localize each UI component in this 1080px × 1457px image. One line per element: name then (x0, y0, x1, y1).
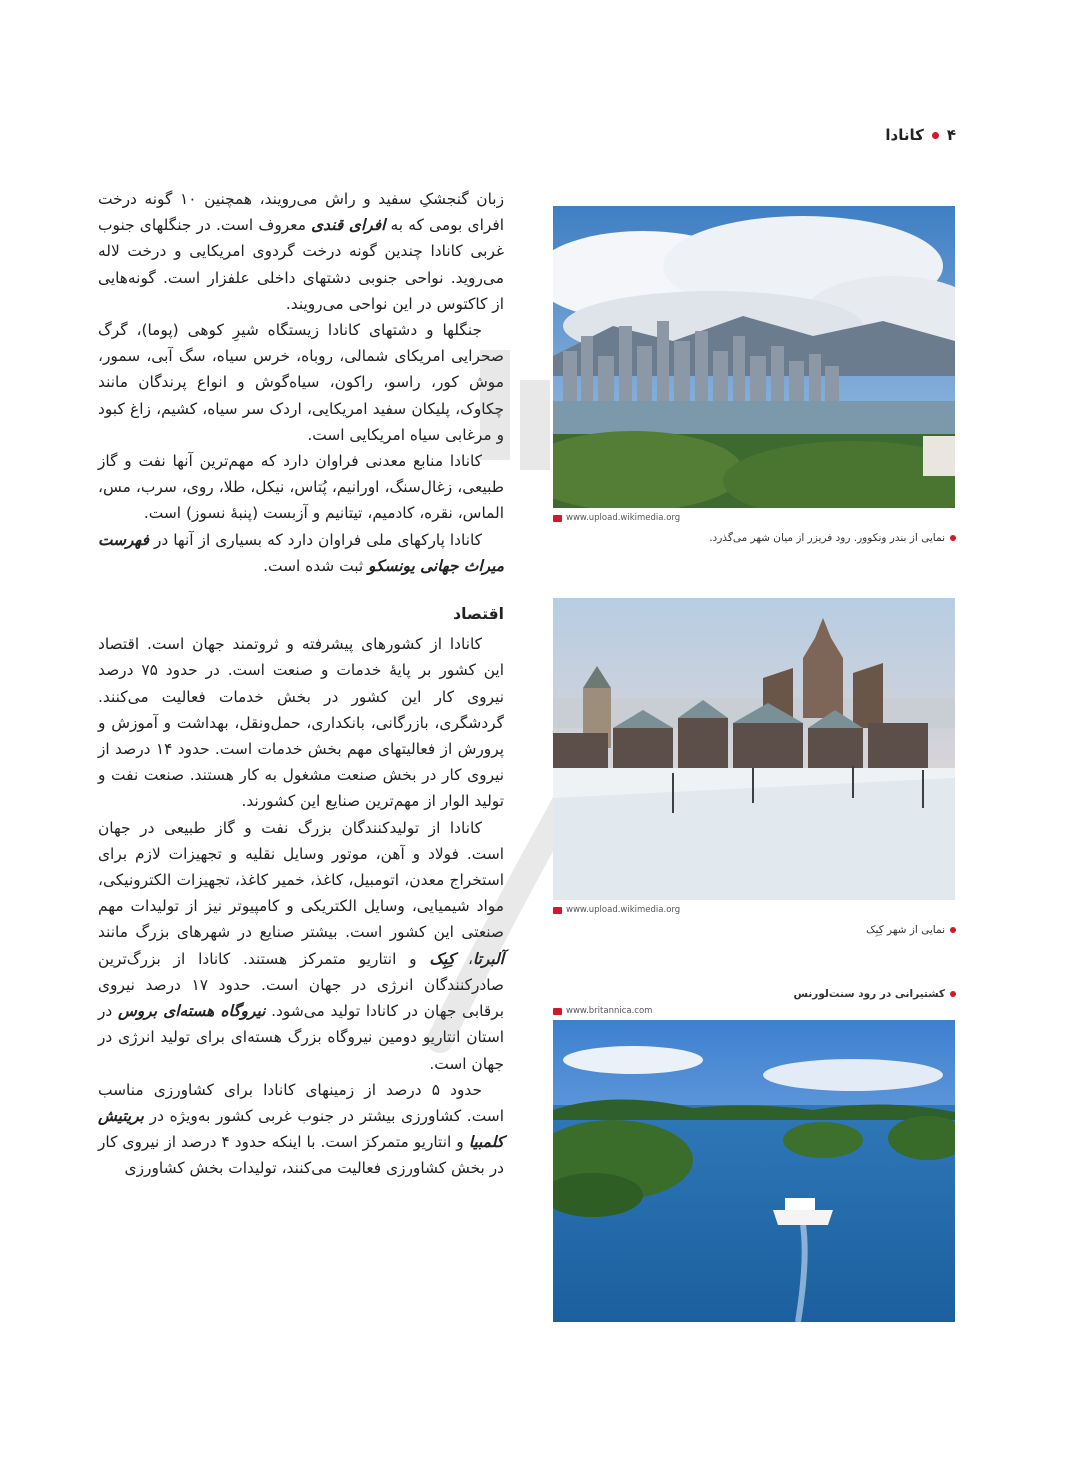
caption-bullet-icon (950, 927, 956, 933)
caption-quebec-text: نمایی از شهر کِبِک (866, 924, 945, 936)
parks-text-a: کانادا پارکهای ملی فراوان دارد که بسیاری از آنها در (153, 530, 482, 549)
econ3-text-b: و انتاریو متمرکز است. با اینکه حدود ۴ درصد از نیروی کار در بخش کشاورزی فعالیت می‌کنند، تولیدات بخش کشاورزی (98, 1133, 504, 1178)
caption-bullet-icon (950, 991, 956, 997)
econ2-text-a: کانادا از تولیدکنندگان بزرگ نفت و گاز طبیعی در جهان است. فولاد و آهن، موتور وسایل نقلیه و تجهیزات لازم برای استخراج معدن، اتومبیل، کاغذ، خمیر کاغذ، تجهیزات الکترونیکی، مواد شیمیایی، وسایل الکتریکی و کامپیوتر نیز از تولیدات مهم صنعتی این کشور است. بیشتر صنایع در شهرهای بزرگ مانند (98, 818, 504, 942)
flora-text-b: معروف است. در جنگلهای جنوب غربی کانادا چندین گونه درخت گردوی امریکایی و درخت لاله می‌روید. نواحی جنوبی دشتهای داخلی علفزار است. گونه‌هایی از کاکتوس در این نواحی می‌رویند. (98, 216, 504, 313)
credit-vancouver-text: www.upload.wikimedia.org (566, 513, 681, 523)
paragraph-economy-3 (98, 1077, 504, 1182)
credit-vancouver (553, 513, 680, 523)
flora-text-a: زبان گنجشکِ سفید و راش می‌رویند، همچنین ۱۰ گونه درخت افرای بومی که به (98, 190, 505, 235)
term-quebec: کِبِک (429, 949, 456, 968)
chapter-title: کانادا (885, 126, 924, 144)
term-british-columbia: بریتیش کلمبیا (98, 1106, 504, 1152)
paragraph-economy-2: کانادا از تولیدکنندگان بزرگ نفت و گاز طبیعی در جهان است. فولاد و آهن، موتور وسایل نقلیه و تجهیزات لازم برای استخراج معدن، اتومبیل، کاغذ، خمیر کاغذ، تجهیزات الکترونیکی، مواد شیمیایی، وسایل الکتریکی و کامپیوتر نیز از تولیدات مهم صنعتی این کشور است. بیشتر صنایع در شهرهای بزرگ مانند آلبرتا، کِبِک و انتاریو متمرکز هستند. کانادا از بزرگ‌ترین صادرکنندگان انرژی در جهان است. حدود ۱۷ درصد نیروی برقابی جهان در کانادا تولید می‌شود. نیروگاه هسته‌ای بروس در استان انتاریو دومین نیروگاه بزرگ هسته‌ای برای تولید انرژی در جهان است. (98, 818, 504, 1073)
credit-quebec (553, 905, 680, 915)
paragraph-parks (98, 527, 504, 579)
section-heading-economy: اقتصاد (453, 605, 504, 624)
paragraph-economy-1: کانادا از کشورهای پیشرفته و ثروتمند جهان است. اقتصاد این کشور بر پایهٔ خدمات و صنعت است. در حدود ۷۵ درصد نیروی کار این کشور در بخش خدمات فعالیت می‌کنند. گردشگری، بازرگانی، بانکداری، حمل‌ونقل، بهداشت و آموزش و پرورش از فعالیتهای مهم بخش خدمات است. حدود ۱۴ درصد از نیروی کار در بخش صنعت مشغول به کار هستند. صنعت نفت و تولید الوار از مهم‌ترین صنایع این کشورند. (98, 635, 504, 811)
paragraph-flora (98, 186, 504, 317)
credit-st-lawrence (553, 1006, 652, 1016)
credit-st-lawrence-text: www.britannica.com (566, 1006, 653, 1016)
caption-quebec (866, 924, 956, 936)
term-alberta: آلبرتا (472, 949, 504, 968)
camera-icon (553, 1008, 562, 1015)
term-unesco: فهرست میراث جهانی یونسکو (98, 530, 504, 575)
camera-icon (553, 515, 562, 522)
caption-vancouver (709, 532, 956, 544)
camera-icon (553, 907, 562, 914)
term-bruce-plant: نیروگاه هسته‌ای بروس (118, 1002, 266, 1021)
page-header (885, 126, 956, 144)
econ2-text-b: و انتاریو متمرکز هستند. کانادا از بزرگ‌ترین صادرکنندگان انرژی در جهان است. حدود ۱۷ درصد نیروی برقابی جهان در کانادا تولید می‌شود. (98, 949, 504, 1021)
parks-text-b: ثبت شده است. (263, 556, 364, 575)
caption-st-lawrence-text: کشتیرانی در رود سنت‌لورنس (793, 988, 945, 1000)
paragraph-minerals: کانادا منابع معدنی فراوان دارد که مهم‌ترین آنها نفت و گاز طبیعی، زغال‌سنگ، اورانیم، پُتاس، نیکل، طلا، روی، سرب، مس، الماس، نقره، کادمیم، تیتانیم و آزبست (پنبهٔ نسوز) است. (98, 452, 504, 523)
caption-st-lawrence (793, 988, 956, 1000)
photo-st-lawrence (553, 1020, 955, 1322)
econ3-text-a: حدود ۵ درصد از زمینهای کانادا برای کشاورزی مناسب است. کشاورزی بیشتر در جنوب غربی کشور به‌ویژه در (98, 1080, 504, 1125)
caption-bullet-icon (950, 535, 956, 541)
credit-quebec-text: www.upload.wikimedia.org (566, 905, 681, 915)
paragraph-fauna: جنگلها و دشتهای کانادا زیستگاه شیرِ کوهی (پوما)، گرگ صحرایی امریکای شمالی، روباه، خرس سیاه، سگ آبی، سمور، موش کور، راسو، راکون، سیاه‌گوش و انواع پرندگان مانند چکاوک، پلیکان سفید امریکایی، اردک سر سیاه، کشیم، زاغ کبود و مرغابی سیاه امریکایی است. (98, 321, 504, 444)
econ2-text-c: در استان انتاریو دومین نیروگاه بزرگ هسته‌ای برای تولید انرژی در جهان است. (98, 1002, 504, 1073)
term-sugar-maple: افرای قندی (311, 216, 386, 235)
body-text-column (98, 186, 504, 1182)
page-number: ۴ (946, 126, 956, 144)
photo-vancouver (553, 206, 955, 508)
photo-quebec (553, 598, 955, 900)
header-bullet-icon (932, 132, 939, 139)
caption-vancouver-text: نمایی از بندر ونکوور. رود فریزر از میان شهر می‌گذرد. (709, 532, 945, 544)
